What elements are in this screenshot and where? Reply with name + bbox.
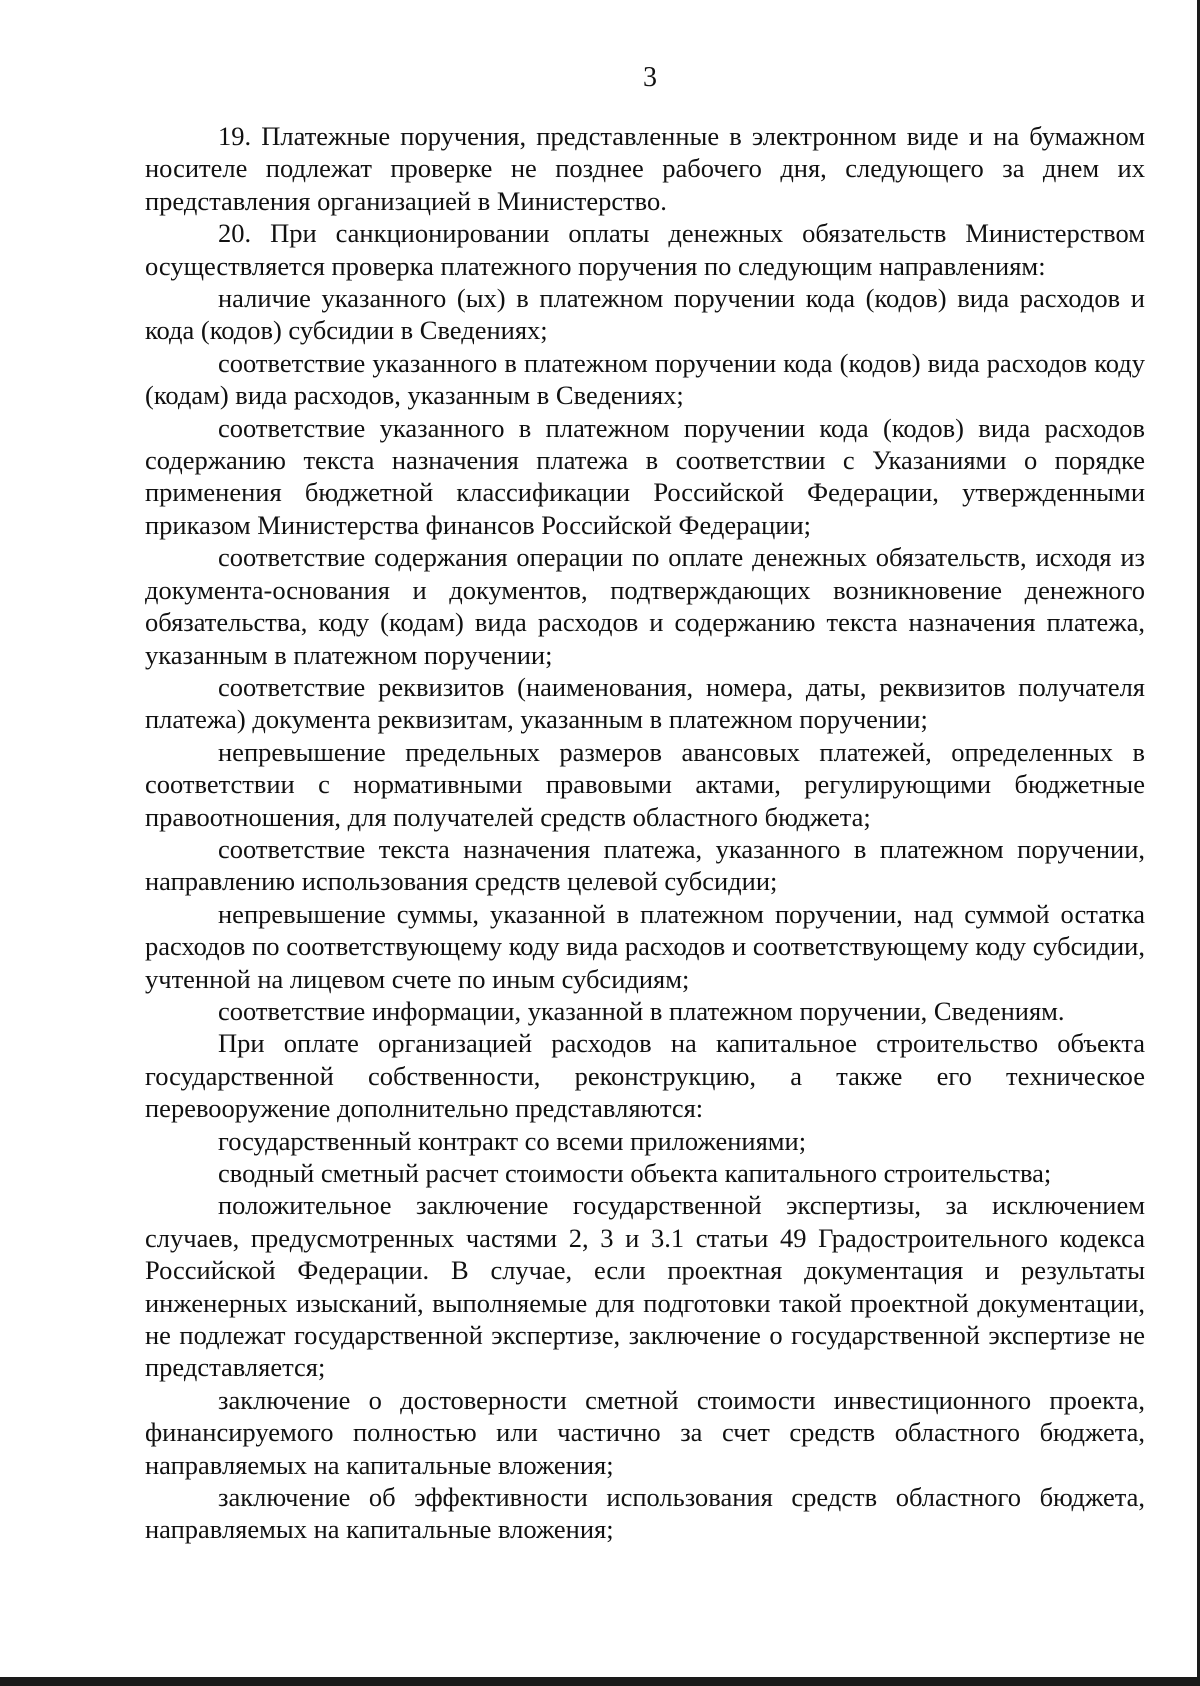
check-item-operation-content: соответствие содержания операции по оплате денежных обязательств, исходя из документа-основания и документов, подтверждающих возникновение денежного обязательства, коду (кодам) вида расходов и содержанию текста назначения платежа, указанным в платежном поручении; (145, 542, 1145, 670)
paragraph-19-payment-orders: 19. Платежные поручения, представленные в электронном виде и на бумажном носителе подлежат проверке не позднее рабочего дня, следующего за днем их представления организацией в Министерство. (145, 121, 1145, 216)
doc-item-state-contract: государственный контракт со всеми приложениями; (218, 1125, 807, 1156)
doc-item-estimate: сводный сметный расчет стоимости объекта капитального строительства; (218, 1158, 1052, 1188)
paragraph-20-authorization-check: 20. При санкционировании оплаты денежных обязательств Министерством осуществляется проверка платежного поручения по следующим направлениям: (145, 218, 1145, 281)
doc-item-state-expertise: положительное заключение государственной экспертизы, за исключением случаев, предусмотренных частями 2, 3 и 3.1 статьи 49 Градостроительного кодекса Российской Федерации. В случае, если проектная документация и результаты инженерных изысканий, выполняемые для подготовки такой проектной документации, не подлежат государственной экспертизе, заключение о государственной экспертизе не представляется; (145, 1190, 1145, 1383)
check-item-information-match: соответствие информации, указанной в платежном поручении, Сведениям. (218, 995, 1065, 1026)
scan-edge-bottom (0, 1677, 1200, 1686)
doc-item-cost-reliability: заключение о достоверности сметной стоимости инвестиционного проекта, финансируемого полностью или частично за счет средств областного бюджета, направляемых на капитальные вложения; (145, 1384, 1145, 1480)
check-item-codes-presence: наличие указанного (ых) в платежном поручении кода (кодов) вида расходов и кода (кодов) субсидии в Сведениях; (145, 283, 1145, 346)
check-item-advance-limits: непревышение предельных размеров авансовых платежей, определенных в соответствии с нормативными правовыми актами, регулирующими бюджетные правоотношения, для получателей средств областного бюджета; (145, 736, 1145, 832)
check-item-expense-code-match: соответствие указанного в платежном поручении кода (кодов) вида расходов коду (кодам) вида расходов, указанным в Сведениях; (145, 347, 1145, 411)
check-item-requisites: соответствие реквизитов (наименования, номера, даты, реквизитов получателя платежа) документа реквизитам, указанным в платежном поручении; (145, 671, 1145, 735)
check-item-payment-purpose-match: соответствие указанного в платежном поручении кода (кодов) вида расходов содержанию текста назначения платежа в соответствии с Указаниями о порядке применения бюджетной классификации Российской Федерации, утвержденными приказом Министерства финансов Российской Федерации; (145, 412, 1145, 540)
capital-construction-intro: При оплате организацией расходов на капитальное строительство объекта государственной собственности, реконструкцию, а также его техническое перевооружение дополнительно представляются: (145, 1028, 1145, 1124)
check-item-purpose-direction: соответствие текста назначения платежа, указанного в платежном поручении, направлению использования средств целевой субсидии; (145, 833, 1145, 897)
page-number: 3 (643, 62, 657, 93)
doc-item-efficiency-conclusion: заключение об эффективности использования средств областного бюджета, направляемых на капитальные вложения; (145, 1482, 1145, 1545)
check-item-balance-limit: непревышение суммы, указанной в платежном поручении, над суммой остатка расходов по соответствующему коду вида расходов и соответствующему коду субсидии, учтенной на лицевом счете по иным субсидиям; (145, 898, 1145, 994)
document-body (145, 120, 1145, 1546)
